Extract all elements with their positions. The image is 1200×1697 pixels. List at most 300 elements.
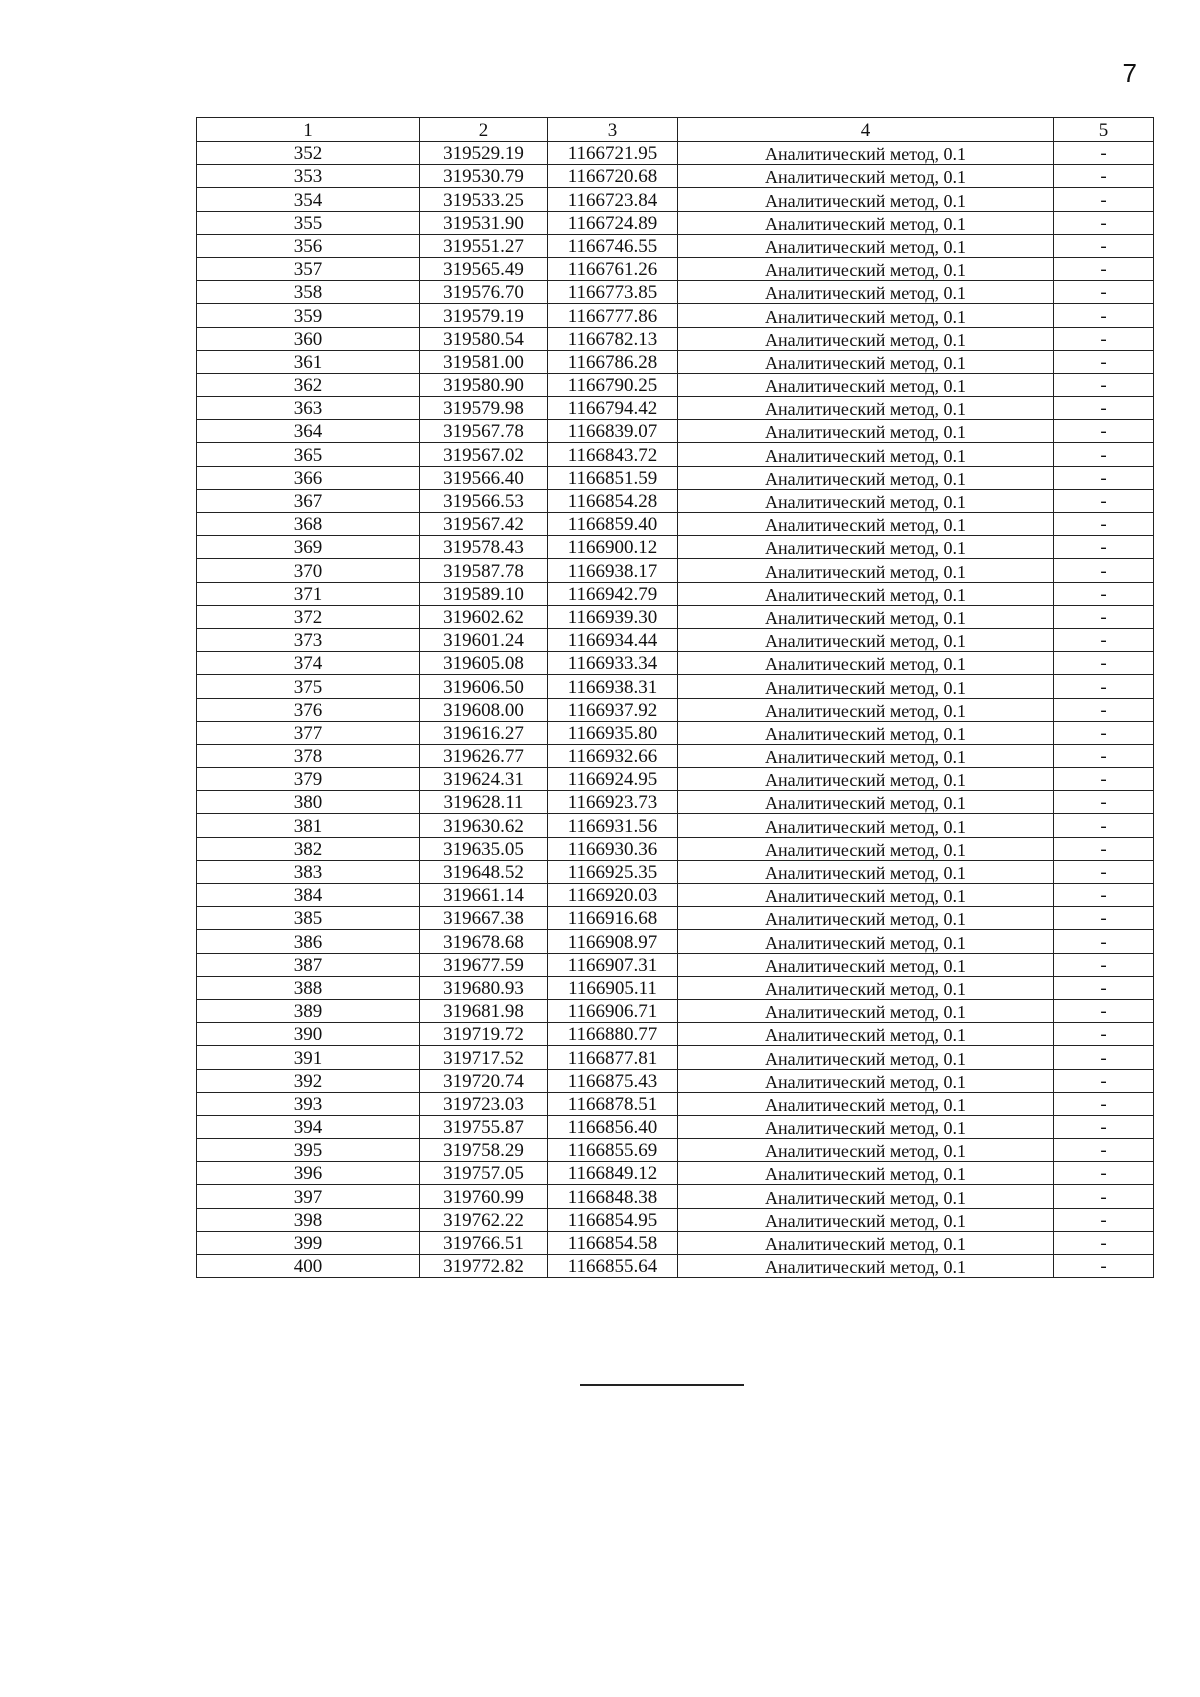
accuracy-cell: - [1054, 860, 1154, 883]
point-number-cell: 366 [197, 466, 420, 489]
y-coordinate-cell: 1166878.51 [548, 1092, 678, 1115]
y-coordinate-cell: 1166724.89 [548, 211, 678, 234]
table-row [197, 234, 1154, 257]
x-coordinate-cell: 319529.19 [420, 142, 548, 165]
point-number-cell: 369 [197, 536, 420, 559]
table-row [197, 397, 1154, 420]
method-cell: Аналитический метод, 0.1 [678, 1115, 1054, 1138]
point-number-cell: 364 [197, 420, 420, 443]
y-coordinate-cell: 1166931.56 [548, 814, 678, 837]
point-number-cell: 373 [197, 628, 420, 651]
table-row [197, 814, 1154, 837]
method-cell: Аналитический метод, 0.1 [678, 1231, 1054, 1254]
y-coordinate-cell: 1166925.35 [548, 860, 678, 883]
x-coordinate-cell: 319680.93 [420, 976, 548, 999]
method-cell: Аналитический метод, 0.1 [678, 652, 1054, 675]
point-number-cell: 396 [197, 1162, 420, 1185]
method-cell: Аналитический метод, 0.1 [678, 999, 1054, 1022]
method-cell: Аналитический метод, 0.1 [678, 165, 1054, 188]
method-cell: Аналитический метод, 0.1 [678, 582, 1054, 605]
y-coordinate-cell: 1166875.43 [548, 1069, 678, 1092]
method-cell: Аналитический метод, 0.1 [678, 814, 1054, 837]
y-coordinate-cell: 1166855.69 [548, 1139, 678, 1162]
accuracy-cell: - [1054, 628, 1154, 651]
point-number-cell: 368 [197, 513, 420, 536]
method-cell: Аналитический метод, 0.1 [678, 768, 1054, 791]
table-row [197, 652, 1154, 675]
accuracy-cell: - [1054, 350, 1154, 373]
accuracy-cell: - [1054, 327, 1154, 350]
x-coordinate-cell: 319635.05 [420, 837, 548, 860]
method-cell: Аналитический метод, 0.1 [678, 1023, 1054, 1046]
y-coordinate-cell: 1166721.95 [548, 142, 678, 165]
accuracy-cell: - [1054, 976, 1154, 999]
accuracy-cell: - [1054, 1231, 1154, 1254]
x-coordinate-cell: 319576.70 [420, 281, 548, 304]
x-coordinate-cell: 319579.98 [420, 397, 548, 420]
accuracy-cell: - [1054, 142, 1154, 165]
point-number-cell: 391 [197, 1046, 420, 1069]
x-coordinate-cell: 319601.24 [420, 628, 548, 651]
accuracy-cell: - [1054, 1092, 1154, 1115]
x-coordinate-cell: 319616.27 [420, 721, 548, 744]
x-coordinate-cell: 319587.78 [420, 559, 548, 582]
y-coordinate-cell: 1166908.97 [548, 930, 678, 953]
table-row [197, 999, 1154, 1022]
method-cell: Аналитический метод, 0.1 [678, 211, 1054, 234]
table-row [197, 1139, 1154, 1162]
accuracy-cell: - [1054, 513, 1154, 536]
method-cell: Аналитический метод, 0.1 [678, 675, 1054, 698]
table-row [197, 907, 1154, 930]
table-row [197, 1069, 1154, 1092]
table-row [197, 1162, 1154, 1185]
table-row [197, 953, 1154, 976]
method-cell: Аналитический метод, 0.1 [678, 513, 1054, 536]
accuracy-cell: - [1054, 907, 1154, 930]
method-cell: Аналитический метод, 0.1 [678, 721, 1054, 744]
table-row [197, 791, 1154, 814]
accuracy-cell: - [1054, 397, 1154, 420]
x-coordinate-cell: 319755.87 [420, 1115, 548, 1138]
point-number-cell: 385 [197, 907, 420, 930]
y-coordinate-cell: 1166859.40 [548, 513, 678, 536]
x-coordinate-cell: 319589.10 [420, 582, 548, 605]
x-coordinate-cell: 319719.72 [420, 1023, 548, 1046]
accuracy-cell: - [1054, 721, 1154, 744]
method-cell: Аналитический метод, 0.1 [678, 791, 1054, 814]
method-cell: Аналитический метод, 0.1 [678, 605, 1054, 628]
y-coordinate-cell: 1166906.71 [548, 999, 678, 1022]
method-cell: Аналитический метод, 0.1 [678, 860, 1054, 883]
accuracy-cell: - [1054, 652, 1154, 675]
accuracy-cell: - [1054, 675, 1154, 698]
point-number-cell: 367 [197, 489, 420, 512]
method-cell: Аналитический метод, 0.1 [678, 1208, 1054, 1231]
x-coordinate-cell: 319772.82 [420, 1255, 548, 1278]
point-number-cell: 374 [197, 652, 420, 675]
method-cell: Аналитический метод, 0.1 [678, 930, 1054, 953]
method-cell: Аналитический метод, 0.1 [678, 188, 1054, 211]
y-coordinate-cell: 1166938.17 [548, 559, 678, 582]
y-coordinate-cell: 1166916.68 [548, 907, 678, 930]
point-number-cell: 363 [197, 397, 420, 420]
point-number-cell: 354 [197, 188, 420, 211]
method-cell: Аналитический метод, 0.1 [678, 559, 1054, 582]
table-row [197, 1208, 1154, 1231]
column-header: 4 [678, 118, 1054, 142]
point-number-cell: 389 [197, 999, 420, 1022]
accuracy-cell: - [1054, 536, 1154, 559]
point-number-cell: 376 [197, 698, 420, 721]
point-number-cell: 400 [197, 1255, 420, 1278]
point-number-cell: 384 [197, 884, 420, 907]
method-cell: Аналитический метод, 0.1 [678, 1162, 1054, 1185]
accuracy-cell: - [1054, 605, 1154, 628]
x-coordinate-cell: 319624.31 [420, 768, 548, 791]
accuracy-cell: - [1054, 1115, 1154, 1138]
accuracy-cell: - [1054, 1208, 1154, 1231]
y-coordinate-cell: 1166933.34 [548, 652, 678, 675]
method-cell: Аналитический метод, 0.1 [678, 628, 1054, 651]
y-coordinate-cell: 1166907.31 [548, 953, 678, 976]
x-coordinate-cell: 319580.90 [420, 373, 548, 396]
x-coordinate-cell: 319758.29 [420, 1139, 548, 1162]
method-cell: Аналитический метод, 0.1 [678, 466, 1054, 489]
accuracy-cell: - [1054, 1023, 1154, 1046]
x-coordinate-cell: 319533.25 [420, 188, 548, 211]
table-row [197, 327, 1154, 350]
x-coordinate-cell: 319608.00 [420, 698, 548, 721]
point-number-cell: 388 [197, 976, 420, 999]
table-body [197, 142, 1154, 1278]
x-coordinate-cell: 319626.77 [420, 744, 548, 767]
table-row [197, 304, 1154, 327]
y-coordinate-cell: 1166938.31 [548, 675, 678, 698]
table-row [197, 420, 1154, 443]
x-coordinate-cell: 319551.27 [420, 234, 548, 257]
method-cell: Аналитический метод, 0.1 [678, 536, 1054, 559]
accuracy-cell: - [1054, 698, 1154, 721]
x-coordinate-cell: 319567.42 [420, 513, 548, 536]
point-number-cell: 397 [197, 1185, 420, 1208]
table-row [197, 1185, 1154, 1208]
point-number-cell: 371 [197, 582, 420, 605]
table-row [197, 257, 1154, 280]
x-coordinate-cell: 319566.53 [420, 489, 548, 512]
table-row [197, 721, 1154, 744]
accuracy-cell: - [1054, 211, 1154, 234]
method-cell: Аналитический метод, 0.1 [678, 1185, 1054, 1208]
method-cell: Аналитический метод, 0.1 [678, 281, 1054, 304]
table-row [197, 930, 1154, 953]
accuracy-cell: - [1054, 814, 1154, 837]
x-coordinate-cell: 319581.00 [420, 350, 548, 373]
x-coordinate-cell: 319723.03 [420, 1092, 548, 1115]
point-number-cell: 377 [197, 721, 420, 744]
x-coordinate-cell: 319628.11 [420, 791, 548, 814]
table-row [197, 1092, 1154, 1115]
table-row [197, 582, 1154, 605]
x-coordinate-cell: 319578.43 [420, 536, 548, 559]
x-coordinate-cell: 319567.02 [420, 443, 548, 466]
table-row [197, 860, 1154, 883]
accuracy-cell: - [1054, 768, 1154, 791]
y-coordinate-cell: 1166937.92 [548, 698, 678, 721]
table-row [197, 373, 1154, 396]
point-number-cell: 378 [197, 744, 420, 767]
method-cell: Аналитический метод, 0.1 [678, 1092, 1054, 1115]
point-number-cell: 370 [197, 559, 420, 582]
x-coordinate-cell: 319606.50 [420, 675, 548, 698]
page-number: 7 [1122, 58, 1137, 88]
accuracy-cell: - [1054, 1046, 1154, 1069]
x-coordinate-cell: 319566.40 [420, 466, 548, 489]
table-row [197, 837, 1154, 860]
table-row [197, 1231, 1154, 1254]
table-row [197, 976, 1154, 999]
method-cell: Аналитический метод, 0.1 [678, 1139, 1054, 1162]
point-number-cell: 394 [197, 1115, 420, 1138]
x-coordinate-cell: 319567.78 [420, 420, 548, 443]
point-number-cell: 352 [197, 142, 420, 165]
accuracy-cell: - [1054, 188, 1154, 211]
accuracy-cell: - [1054, 1162, 1154, 1185]
method-cell: Аналитический метод, 0.1 [678, 1069, 1054, 1092]
method-cell: Аналитический метод, 0.1 [678, 489, 1054, 512]
accuracy-cell: - [1054, 304, 1154, 327]
accuracy-cell: - [1054, 420, 1154, 443]
accuracy-cell: - [1054, 165, 1154, 188]
accuracy-cell: - [1054, 559, 1154, 582]
y-coordinate-cell: 1166854.58 [548, 1231, 678, 1254]
x-coordinate-cell: 319530.79 [420, 165, 548, 188]
accuracy-cell: - [1054, 930, 1154, 953]
y-coordinate-cell: 1166723.84 [548, 188, 678, 211]
y-coordinate-cell: 1166839.07 [548, 420, 678, 443]
table-row [197, 1023, 1154, 1046]
accuracy-cell: - [1054, 234, 1154, 257]
y-coordinate-cell: 1166848.38 [548, 1185, 678, 1208]
table-row [197, 188, 1154, 211]
x-coordinate-cell: 319565.49 [420, 257, 548, 280]
accuracy-cell: - [1054, 1139, 1154, 1162]
x-coordinate-cell: 319580.54 [420, 327, 548, 350]
method-cell: Аналитический метод, 0.1 [678, 976, 1054, 999]
table-row [197, 744, 1154, 767]
table-row [197, 142, 1154, 165]
table-row [197, 443, 1154, 466]
point-number-cell: 382 [197, 837, 420, 860]
accuracy-cell: - [1054, 489, 1154, 512]
x-coordinate-cell: 319630.62 [420, 814, 548, 837]
x-coordinate-cell: 319648.52 [420, 860, 548, 883]
accuracy-cell: - [1054, 257, 1154, 280]
x-coordinate-cell: 319667.38 [420, 907, 548, 930]
point-number-cell: 372 [197, 605, 420, 628]
method-cell: Аналитический метод, 0.1 [678, 142, 1054, 165]
method-cell: Аналитический метод, 0.1 [678, 1255, 1054, 1278]
accuracy-cell: - [1054, 466, 1154, 489]
method-cell: Аналитический метод, 0.1 [678, 884, 1054, 907]
x-coordinate-cell: 319677.59 [420, 953, 548, 976]
accuracy-cell: - [1054, 791, 1154, 814]
y-coordinate-cell: 1166854.95 [548, 1208, 678, 1231]
x-coordinate-cell: 319757.05 [420, 1162, 548, 1185]
method-cell: Аналитический метод, 0.1 [678, 397, 1054, 420]
y-coordinate-cell: 1166851.59 [548, 466, 678, 489]
table-row [197, 1115, 1154, 1138]
x-coordinate-cell: 319762.22 [420, 1208, 548, 1231]
y-coordinate-cell: 1166790.25 [548, 373, 678, 396]
method-cell: Аналитический метод, 0.1 [678, 420, 1054, 443]
y-coordinate-cell: 1166930.36 [548, 837, 678, 860]
y-coordinate-cell: 1166934.44 [548, 628, 678, 651]
table-row [197, 466, 1154, 489]
point-number-cell: 357 [197, 257, 420, 280]
table-row [197, 675, 1154, 698]
point-number-cell: 355 [197, 211, 420, 234]
accuracy-cell: - [1054, 999, 1154, 1022]
accuracy-cell: - [1054, 837, 1154, 860]
point-number-cell: 379 [197, 768, 420, 791]
y-coordinate-cell: 1166855.64 [548, 1255, 678, 1278]
method-cell: Аналитический метод, 0.1 [678, 373, 1054, 396]
point-number-cell: 387 [197, 953, 420, 976]
accuracy-cell: - [1054, 582, 1154, 605]
x-coordinate-cell: 319579.19 [420, 304, 548, 327]
point-number-cell: 393 [197, 1092, 420, 1115]
y-coordinate-cell: 1166849.12 [548, 1162, 678, 1185]
column-header: 2 [420, 118, 548, 142]
table-header-row [197, 118, 1154, 142]
table-row [197, 1046, 1154, 1069]
table-row [197, 489, 1154, 512]
table-row [197, 698, 1154, 721]
column-header: 1 [197, 118, 420, 142]
point-number-cell: 381 [197, 814, 420, 837]
y-coordinate-cell: 1166880.77 [548, 1023, 678, 1046]
point-number-cell: 353 [197, 165, 420, 188]
x-coordinate-cell: 319760.99 [420, 1185, 548, 1208]
method-cell: Аналитический метод, 0.1 [678, 327, 1054, 350]
y-coordinate-cell: 1166786.28 [548, 350, 678, 373]
method-cell: Аналитический метод, 0.1 [678, 953, 1054, 976]
y-coordinate-cell: 1166856.40 [548, 1115, 678, 1138]
table-row [197, 605, 1154, 628]
accuracy-cell: - [1054, 744, 1154, 767]
y-coordinate-cell: 1166923.73 [548, 791, 678, 814]
accuracy-cell: - [1054, 1185, 1154, 1208]
accuracy-cell: - [1054, 1255, 1154, 1278]
point-number-cell: 356 [197, 234, 420, 257]
point-number-cell: 398 [197, 1208, 420, 1231]
table-row [197, 536, 1154, 559]
accuracy-cell: - [1054, 443, 1154, 466]
column-header: 5 [1054, 118, 1154, 142]
method-cell: Аналитический метод, 0.1 [678, 257, 1054, 280]
point-number-cell: 383 [197, 860, 420, 883]
point-number-cell: 358 [197, 281, 420, 304]
table-row [197, 211, 1154, 234]
point-number-cell: 380 [197, 791, 420, 814]
table-row [197, 281, 1154, 304]
x-coordinate-cell: 319605.08 [420, 652, 548, 675]
table-row [197, 768, 1154, 791]
column-header: 3 [548, 118, 678, 142]
x-coordinate-cell: 319720.74 [420, 1069, 548, 1092]
y-coordinate-cell: 1166900.12 [548, 536, 678, 559]
point-number-cell: 360 [197, 327, 420, 350]
y-coordinate-cell: 1166843.72 [548, 443, 678, 466]
point-number-cell: 375 [197, 675, 420, 698]
accuracy-cell: - [1054, 884, 1154, 907]
table-row [197, 1255, 1154, 1278]
coordinates-table [196, 117, 1154, 1278]
y-coordinate-cell: 1166746.55 [548, 234, 678, 257]
method-cell: Аналитический метод, 0.1 [678, 1046, 1054, 1069]
y-coordinate-cell: 1166920.03 [548, 884, 678, 907]
method-cell: Аналитический метод, 0.1 [678, 698, 1054, 721]
method-cell: Аналитический метод, 0.1 [678, 837, 1054, 860]
method-cell: Аналитический метод, 0.1 [678, 744, 1054, 767]
accuracy-cell: - [1054, 953, 1154, 976]
x-coordinate-cell: 319681.98 [420, 999, 548, 1022]
table-row [197, 884, 1154, 907]
x-coordinate-cell: 319678.68 [420, 930, 548, 953]
x-coordinate-cell: 319661.14 [420, 884, 548, 907]
y-coordinate-cell: 1166720.68 [548, 165, 678, 188]
y-coordinate-cell: 1166942.79 [548, 582, 678, 605]
method-cell: Аналитический метод, 0.1 [678, 443, 1054, 466]
method-cell: Аналитический метод, 0.1 [678, 907, 1054, 930]
y-coordinate-cell: 1166932.66 [548, 744, 678, 767]
y-coordinate-cell: 1166794.42 [548, 397, 678, 420]
point-number-cell: 399 [197, 1231, 420, 1254]
y-coordinate-cell: 1166761.26 [548, 257, 678, 280]
y-coordinate-cell: 1166773.85 [548, 281, 678, 304]
y-coordinate-cell: 1166905.11 [548, 976, 678, 999]
point-number-cell: 362 [197, 373, 420, 396]
end-of-document-rule [580, 1384, 744, 1386]
point-number-cell: 361 [197, 350, 420, 373]
y-coordinate-cell: 1166924.95 [548, 768, 678, 791]
table-row [197, 628, 1154, 651]
y-coordinate-cell: 1166935.80 [548, 721, 678, 744]
accuracy-cell: - [1054, 373, 1154, 396]
point-number-cell: 386 [197, 930, 420, 953]
y-coordinate-cell: 1166877.81 [548, 1046, 678, 1069]
table-row [197, 350, 1154, 373]
point-number-cell: 395 [197, 1139, 420, 1162]
accuracy-cell: - [1054, 1069, 1154, 1092]
x-coordinate-cell: 319531.90 [420, 211, 548, 234]
point-number-cell: 359 [197, 304, 420, 327]
y-coordinate-cell: 1166782.13 [548, 327, 678, 350]
point-number-cell: 365 [197, 443, 420, 466]
table-row [197, 513, 1154, 536]
y-coordinate-cell: 1166854.28 [548, 489, 678, 512]
y-coordinate-cell: 1166777.86 [548, 304, 678, 327]
table-row [197, 165, 1154, 188]
accuracy-cell: - [1054, 281, 1154, 304]
method-cell: Аналитический метод, 0.1 [678, 304, 1054, 327]
table-row [197, 559, 1154, 582]
x-coordinate-cell: 319717.52 [420, 1046, 548, 1069]
method-cell: Аналитический метод, 0.1 [678, 350, 1054, 373]
point-number-cell: 390 [197, 1023, 420, 1046]
point-number-cell: 392 [197, 1069, 420, 1092]
